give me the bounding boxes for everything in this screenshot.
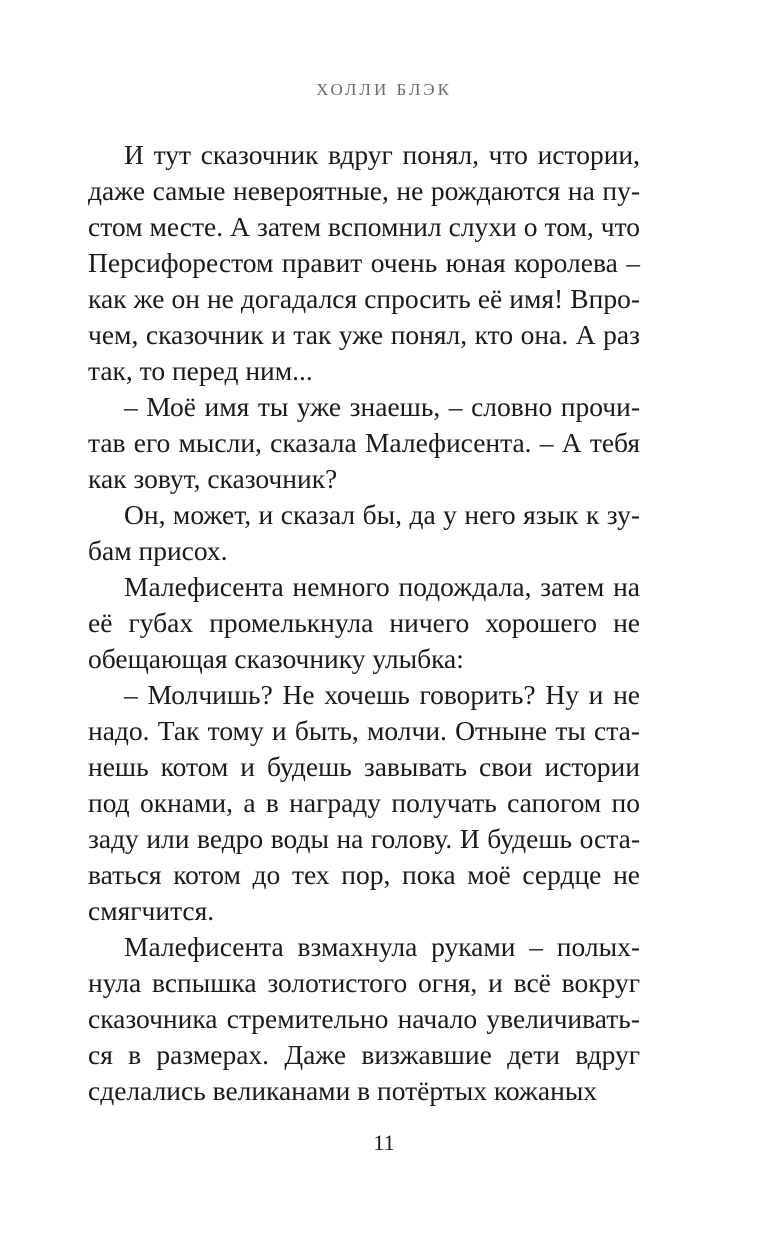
body-text: [88, 137, 640, 1109]
paragraph: – Молчишь? Не хочешь говорить? Ну и не надо. Так тому и быть, молчи. Отныне ты станешь котом и будешь завывать свои истории под окнами, а в награду получать сапогом по заду или ведро воды на голову. И будешь оставаться котом до тех пор, пока моё сердце не смягчится.: [88, 679, 640, 926]
paragraph: – Моё имя ты уже знаешь, – словно прочитав его мысли, сказала Малефисента. – А тебя как зовут, сказочник?: [88, 391, 640, 494]
page-number: 11: [373, 1130, 395, 1155]
paragraph: Малефисента взмахнула руками – полыхнула вспышка золотистого огня, и всё вокруг сказочника стремительно начало увеличиваться в размерах. Даже визжавшие дети вдруг сделались великанами в потёртых кожаных: [88, 931, 640, 1106]
paragraph: Малефисента немного подождала, затем на её губах промелькнула ничего хорошего не обещающая сказочнику улыбка:: [88, 571, 640, 674]
paragraph: И тут сказочник вдруг понял, что истории, даже самые невероятные, не рождаются на пустом месте. А затем вспомнил слухи о том, что Персифорестом правит очень юная королева – как же он не догадался спросить её имя! Впрочем, сказочник и так уже понял, кто она. А раз так, то перед ним...: [88, 139, 640, 386]
paragraph: Он, может, и сказал бы, да у него язык к зубам присох.: [88, 499, 640, 566]
running-head: ХОЛЛИ БЛЭК: [316, 80, 452, 99]
